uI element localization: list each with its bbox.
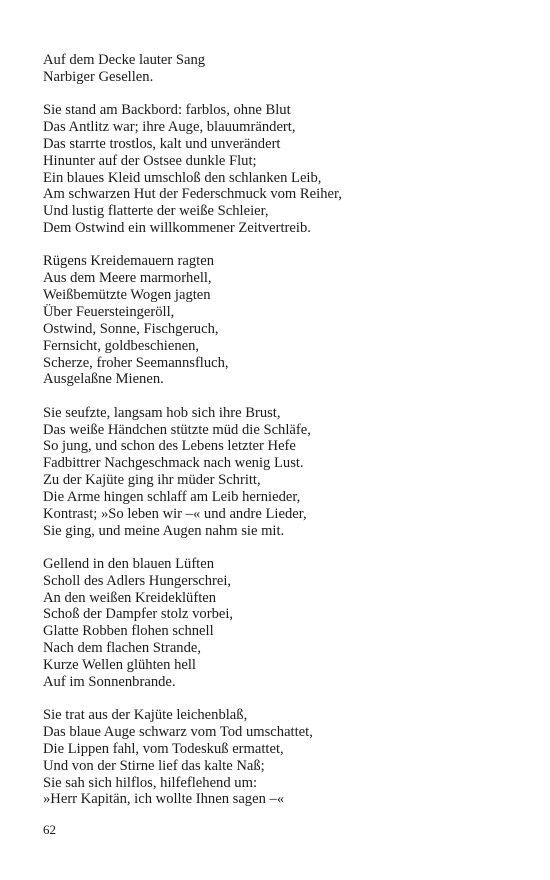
poem-line: Die Lippen fahl, vom Todeskuß ermattet, (43, 740, 284, 757)
poem-line: Ostwind, Sonne, Fischgeruch, (43, 320, 219, 337)
poem-line: Scholl des Adlers Hungerschrei, (43, 572, 232, 589)
poem-line: Sie seufzte, langsam hob sich ihre Brust, (43, 404, 281, 421)
poem-line: Am schwarzen Hut der Federschmuck vom Reiher, (43, 186, 342, 203)
poem-line: Gellend in den blauen Lüften (43, 555, 215, 572)
poem-line: Sie trat aus der Kajüte leichenblaß, (43, 707, 248, 724)
poem-line: Das Antlitz war; ihre Auge, blauumrändert, (43, 119, 296, 136)
poem-line: Rügens Kreidemauern ragten (43, 253, 215, 270)
poem-line: Dem Ostwind ein willkommener Zeitvertreib. (43, 220, 311, 237)
poem-line: Scherze, froher Seemannsfluch, (43, 354, 229, 371)
poem-line: Das starrte trostlos, kalt und unverändert (43, 135, 281, 152)
poem-line: Ein blaues Kleid umschloß den schlanken Leib, (43, 169, 322, 186)
poem-line: Schoß der Dampfer stolz vorbei, (43, 606, 234, 623)
poem-line: Zu der Kajüte ging ihr müder Schritt, (43, 472, 261, 489)
poem-line: Und von der Stirne lief das kalte Naß; (43, 757, 265, 774)
poem-line: Glatte Robben flohen schnell (43, 623, 214, 640)
poem-line: Fernsicht, goldbeschienen, (43, 337, 200, 354)
page-number: 62 (43, 822, 56, 837)
poem-line: Das weiße Händchen stützte müd die Schläfe, (43, 421, 311, 438)
poem-line: Über Feuersteingeröll, (43, 303, 175, 320)
poem-line: Und lustig flatterte der weiße Schleier, (43, 203, 269, 220)
poem-line: An den weißen Kreideklüften (43, 589, 217, 606)
stanza (43, 52, 523, 86)
poem-line: Aus dem Meere marmorhell, (43, 270, 212, 287)
poem-line: Nach dem flachen Strande, (43, 640, 202, 657)
poem-line: Kontrast; »So leben wir –« und andre Lieder, (43, 505, 307, 522)
stanza (43, 102, 523, 237)
poem-line: So jung, und schon des Lebens letzter Hefe (43, 438, 296, 455)
poem-line: »Herr Kapitän, ich wollte Ihnen sagen –« (43, 791, 285, 808)
poem-line: Hinunter auf der Ostsee dunkle Flut; (43, 152, 257, 169)
poem-text (43, 52, 523, 825)
poem-line: Die Arme hingen schlaff am Leib hernieder, (43, 488, 301, 505)
poem-line: Auf dem Decke lauter Sang (43, 52, 206, 68)
poem-line: Kurze Wellen glühten hell (43, 657, 196, 673)
poem-line: Ausgelaßne Mienen. (43, 371, 164, 388)
stanza (43, 253, 523, 388)
poem-line: Das blaue Auge schwarz vom Tod umschattet, (43, 724, 313, 741)
poem-line: Fadbittrer Nachgeschmack nach wenig Lust. (43, 455, 304, 472)
poem-line: Sie sah sich hilflos, hilfeflehend um: (43, 774, 258, 791)
stanza (43, 556, 523, 691)
poem-line: Weißbemützte Wogen jagten (43, 287, 211, 304)
stanza (43, 405, 523, 540)
poem-line: Sie ging, und meine Augen nahm sie mit. (43, 522, 285, 539)
stanza (43, 707, 523, 808)
poem-line: Auf im Sonnenbrande. (43, 673, 176, 690)
poem-line: Narbiger Gesellen. (43, 68, 154, 85)
poem-line: Sie stand am Backbord: farblos, ohne Blut (43, 102, 291, 119)
